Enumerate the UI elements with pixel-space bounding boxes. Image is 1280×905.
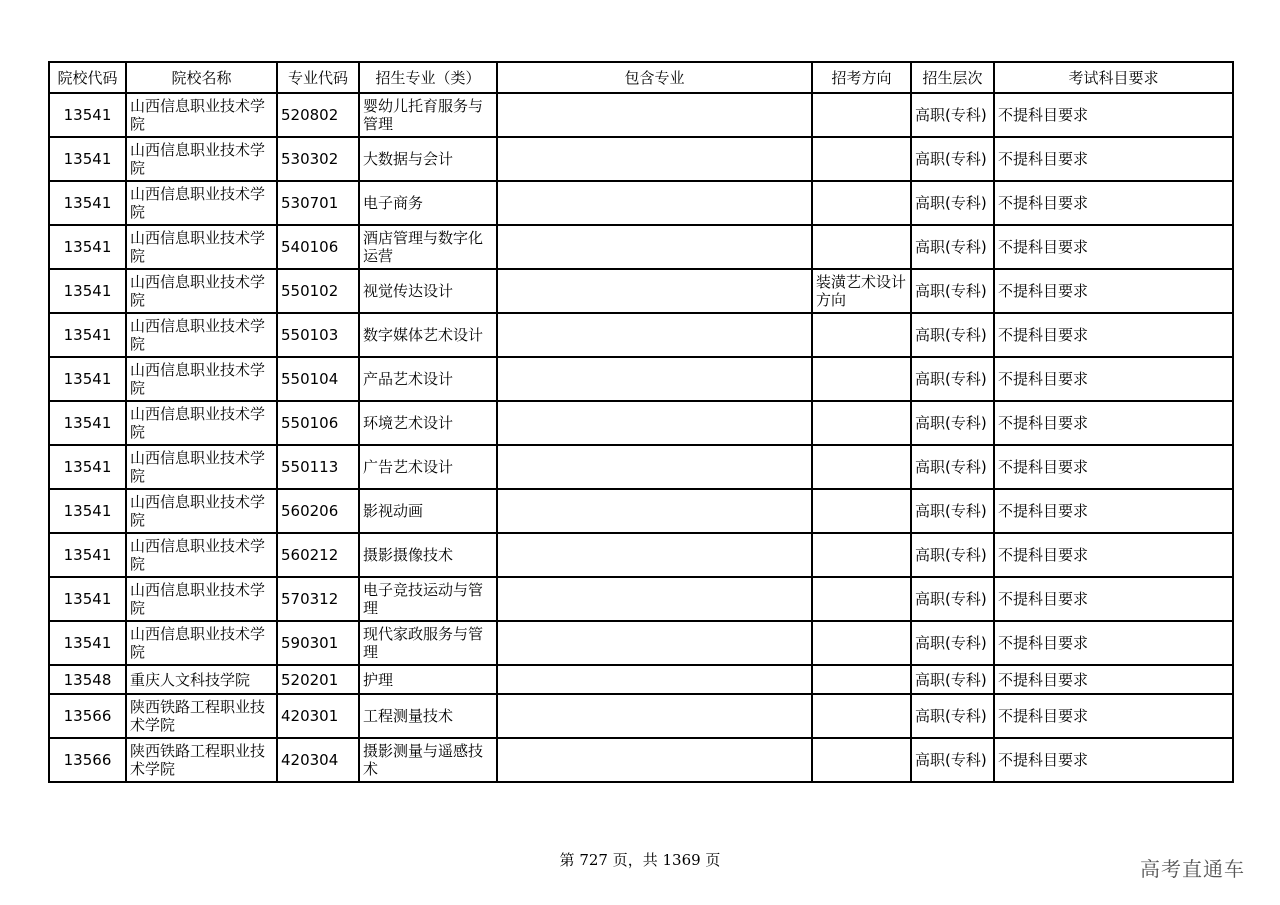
major-cell: 产品艺术设计 [359,357,497,401]
included-majors-cell [497,181,812,225]
major-code-cell: 540106 [277,225,359,269]
school-name-cell: 山西信息职业技术学院 [126,577,277,621]
header-school-code: 院校代码 [49,62,126,93]
school-code-cell: 13566 [49,738,126,782]
major-code-cell: 420304 [277,738,359,782]
level-cell: 高职(专科) [911,225,994,269]
level-cell: 高职(专科) [911,738,994,782]
table-body [49,93,1233,782]
direction-cell [812,357,911,401]
page-number: 第 727 页，共 1369 页 [559,851,721,869]
table-row [49,738,1233,782]
included-majors-cell [497,621,812,665]
subject-requirement-cell: 不提科目要求 [994,445,1233,489]
level-cell: 高职(专科) [911,489,994,533]
major-code-cell: 570312 [277,577,359,621]
included-majors-cell [497,665,812,694]
major-cell: 环境艺术设计 [359,401,497,445]
major-code-cell: 550106 [277,401,359,445]
level-cell: 高职(专科) [911,357,994,401]
major-code-cell: 550113 [277,445,359,489]
subject-requirement-cell: 不提科目要求 [994,665,1233,694]
school-code-cell: 13541 [49,577,126,621]
school-code-cell: 13541 [49,93,126,137]
table-row [49,445,1233,489]
school-code-cell: 13566 [49,694,126,738]
direction-cell [812,313,911,357]
level-cell: 高职(专科) [911,401,994,445]
header-direction: 招考方向 [812,62,911,93]
subject-requirement-cell: 不提科目要求 [994,401,1233,445]
school-code-cell: 13541 [49,225,126,269]
table-row [49,225,1233,269]
major-code-cell: 560206 [277,489,359,533]
included-majors-cell [497,225,812,269]
included-majors-cell [497,401,812,445]
subject-requirement-cell: 不提科目要求 [994,621,1233,665]
included-majors-cell [497,445,812,489]
included-majors-cell [497,269,812,313]
direction-cell [812,738,911,782]
included-majors-cell [497,694,812,738]
subject-requirement-cell: 不提科目要求 [994,357,1233,401]
included-majors-cell [497,738,812,782]
table-row [49,313,1233,357]
school-code-cell: 13541 [49,137,126,181]
watermark: 高考直通车 [1140,857,1245,881]
header-included-majors: 包含专业 [497,62,812,93]
school-name-cell: 山西信息职业技术学院 [126,181,277,225]
included-majors-cell [497,137,812,181]
level-cell: 高职(专科) [911,93,994,137]
school-name-cell: 山西信息职业技术学院 [126,93,277,137]
major-cell: 视觉传达设计 [359,269,497,313]
level-cell: 高职(专科) [911,665,994,694]
direction-cell [812,533,911,577]
subject-requirement-cell: 不提科目要求 [994,533,1233,577]
level-cell: 高职(专科) [911,533,994,577]
school-name-cell: 山西信息职业技术学院 [126,401,277,445]
table-row [49,137,1233,181]
direction-cell [812,489,911,533]
direction-cell [812,445,911,489]
major-code-cell: 520802 [277,93,359,137]
major-cell: 酒店管理与数字化运营 [359,225,497,269]
table-row [49,621,1233,665]
subject-requirement-cell: 不提科目要求 [994,137,1233,181]
header-subject-requirement: 考试科目要求 [994,62,1233,93]
major-cell: 广告艺术设计 [359,445,497,489]
direction-cell [812,137,911,181]
level-cell: 高职(专科) [911,137,994,181]
major-code-cell: 550104 [277,357,359,401]
level-cell: 高职(专科) [911,621,994,665]
major-cell: 影视动画 [359,489,497,533]
included-majors-cell [497,313,812,357]
school-code-cell: 13541 [49,181,126,225]
school-code-cell: 13541 [49,357,126,401]
subject-requirement-cell: 不提科目要求 [994,738,1233,782]
level-cell: 高职(专科) [911,269,994,313]
major-code-cell: 550102 [277,269,359,313]
table-row [49,181,1233,225]
subject-requirement-cell: 不提科目要求 [994,577,1233,621]
major-cell: 大数据与会计 [359,137,497,181]
major-code-cell: 520201 [277,665,359,694]
direction-cell [812,181,911,225]
major-cell: 电子竞技运动与管理 [359,577,497,621]
table-row [49,665,1233,694]
header-row [49,62,1233,93]
table-row [49,694,1233,738]
major-code-cell: 560212 [277,533,359,577]
direction-cell [812,621,911,665]
included-majors-cell [497,489,812,533]
school-name-cell: 陕西铁路工程职业技术学院 [126,738,277,782]
direction-cell [812,225,911,269]
included-majors-cell [497,93,812,137]
school-name-cell: 山西信息职业技术学院 [126,445,277,489]
direction-cell [812,694,911,738]
header-major: 招生专业（类） [359,62,497,93]
subject-requirement-cell: 不提科目要求 [994,225,1233,269]
school-name-cell: 重庆人文科技学院 [126,665,277,694]
admissions-table [48,61,1234,783]
included-majors-cell [497,533,812,577]
included-majors-cell [497,357,812,401]
school-code-cell: 13541 [49,401,126,445]
school-name-cell: 山西信息职业技术学院 [126,269,277,313]
level-cell: 高职(专科) [911,577,994,621]
table-row [49,269,1233,313]
table-row [49,357,1233,401]
school-code-cell: 13541 [49,533,126,577]
major-code-cell: 590301 [277,621,359,665]
major-code-cell: 420301 [277,694,359,738]
school-code-cell: 13548 [49,665,126,694]
school-name-cell: 山西信息职业技术学院 [126,225,277,269]
school-name-cell: 山西信息职业技术学院 [126,357,277,401]
school-code-cell: 13541 [49,445,126,489]
major-cell: 护理 [359,665,497,694]
direction-cell [812,665,911,694]
major-cell: 电子商务 [359,181,497,225]
school-code-cell: 13541 [49,269,126,313]
major-cell: 现代家政服务与管理 [359,621,497,665]
major-code-cell: 530302 [277,137,359,181]
subject-requirement-cell: 不提科目要求 [994,269,1233,313]
table-row [49,489,1233,533]
header-major-code: 专业代码 [277,62,359,93]
included-majors-cell [497,577,812,621]
header-level: 招生层次 [911,62,994,93]
school-name-cell: 陕西铁路工程职业技术学院 [126,694,277,738]
subject-requirement-cell: 不提科目要求 [994,489,1233,533]
subject-requirement-cell: 不提科目要求 [994,181,1233,225]
school-code-cell: 13541 [49,489,126,533]
major-cell: 工程测量技术 [359,694,497,738]
major-cell: 婴幼儿托育服务与管理 [359,93,497,137]
direction-cell [812,401,911,445]
school-name-cell: 山西信息职业技术学院 [126,137,277,181]
subject-requirement-cell: 不提科目要求 [994,93,1233,137]
major-cell: 数字媒体艺术设计 [359,313,497,357]
table-row [49,533,1233,577]
school-code-cell: 13541 [49,621,126,665]
major-code-cell: 530701 [277,181,359,225]
school-code-cell: 13541 [49,313,126,357]
major-cell: 摄影摄像技术 [359,533,497,577]
table-row [49,93,1233,137]
direction-cell [812,93,911,137]
school-name-cell: 山西信息职业技术学院 [126,313,277,357]
school-name-cell: 山西信息职业技术学院 [126,533,277,577]
direction-cell [812,577,911,621]
subject-requirement-cell: 不提科目要求 [994,694,1233,738]
level-cell: 高职(专科) [911,694,994,738]
subject-requirement-cell: 不提科目要求 [994,313,1233,357]
table-row [49,401,1233,445]
school-name-cell: 山西信息职业技术学院 [126,489,277,533]
major-code-cell: 550103 [277,313,359,357]
level-cell: 高职(专科) [911,445,994,489]
major-cell: 摄影测量与遥感技术 [359,738,497,782]
school-name-cell: 山西信息职业技术学院 [126,621,277,665]
direction-cell: 装潢艺术设计方向 [812,269,911,313]
table-row [49,577,1233,621]
level-cell: 高职(专科) [911,181,994,225]
level-cell: 高职(专科) [911,313,994,357]
header-school-name: 院校名称 [126,62,277,93]
